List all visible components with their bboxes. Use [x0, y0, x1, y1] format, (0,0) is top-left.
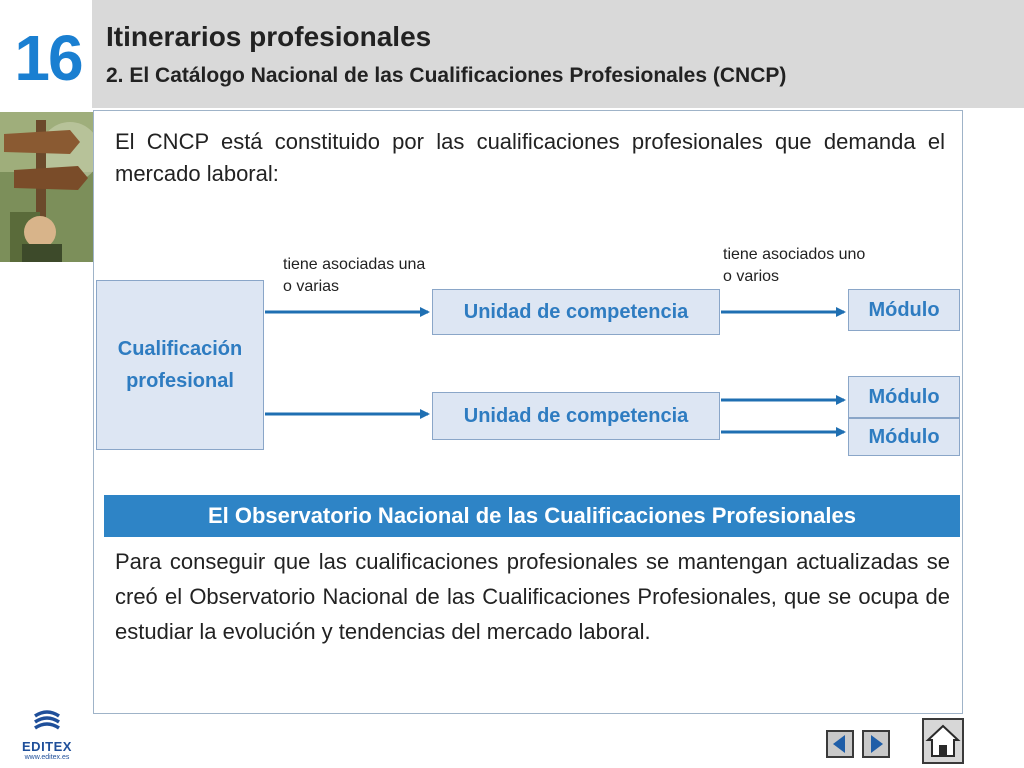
logo-url: www.editex.es — [24, 754, 70, 761]
unidad-label-2: Unidad de competencia — [463, 404, 689, 427]
modulo-box-1 — [848, 289, 960, 331]
modulo-label-1: Módulo — [868, 298, 940, 321]
arrow-label-1: tiene asociadas una o varias — [283, 256, 426, 295]
prev-button[interactable] — [826, 730, 854, 758]
modulo-label-2: Módulo — [868, 385, 940, 408]
unidad-label-1: Unidad de competencia — [463, 300, 689, 323]
next-arrow-icon — [864, 732, 888, 756]
intro-text: El CNCP está constituido por las cualificaciones profesionales que demanda el mercado laboral: — [115, 129, 945, 186]
next-button[interactable] — [862, 730, 890, 758]
modulo-box-3 — [848, 418, 960, 456]
body-text: Para conseguir que las cualificaciones profesionales se mantengan actualizadas se creó el Observatorio Nacional de las Cualificaciones Profesionales, que se ocupa de estudiar la evolución y tendencias del mercado laboral. — [115, 549, 950, 644]
page-subtitle: 2. El Catálogo Nacional de las Cualificaciones Profesionales (CNCP) — [106, 64, 787, 87]
signpost-photo — [0, 112, 94, 262]
header-bar — [92, 0, 1024, 108]
cualificacion-label: Cualificación profesional — [117, 338, 243, 392]
logo-name: EDITEX — [22, 739, 72, 754]
unit-number: 16 — [14, 22, 82, 94]
modulo-box-2 — [848, 376, 960, 418]
home-icon — [924, 720, 962, 762]
page-title: Itinerarios profesionales — [106, 21, 432, 52]
unidad-box-1 — [432, 289, 720, 335]
section-banner: El Observatorio Nacional de las Cualificaciones Profesionales — [104, 495, 960, 537]
home-button[interactable] — [922, 718, 964, 764]
modulo-label-3: Módulo — [868, 425, 940, 448]
editex-logo-icon — [31, 710, 63, 732]
editex-logo — [14, 710, 80, 762]
cualificacion-box — [96, 280, 264, 450]
arrow-label-2: tiene asociados uno o varios — [723, 246, 866, 285]
unidad-box-2 — [432, 392, 720, 440]
prev-arrow-icon — [828, 732, 852, 756]
